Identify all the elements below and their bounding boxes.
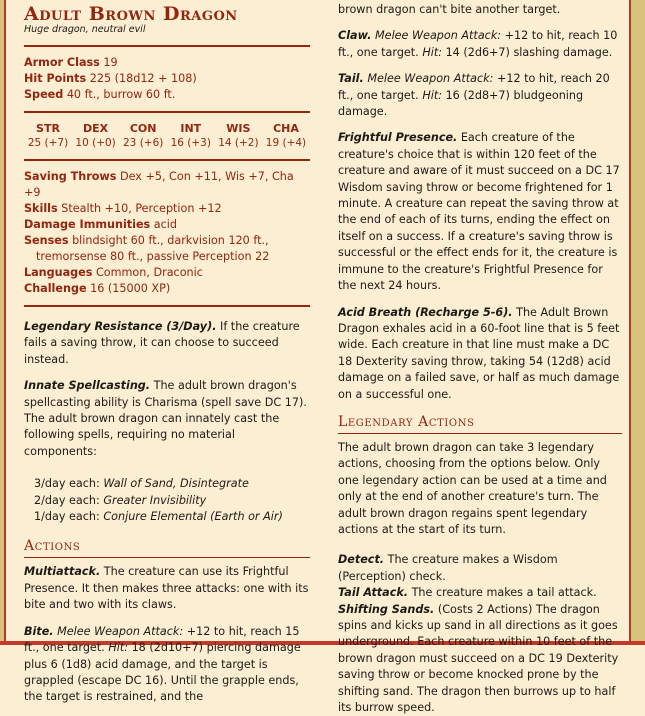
action-frightful-presence: Frightful Presence. Each creature of the creature's choice that is within 120 feet of the creature and aware of it must succeed on a DC 17 Wisdom saving throw or become frightened for 1 minute. A creature can repeat the saving throw at the end of each of its turns, ending the effect on itself on a success. If a creature's saving throw is successful or the effect ends for it, the creature is immune to the creature's Frightful Presence for the next 24 hours.: [338, 131, 620, 293]
right-column: [338, 0, 622, 716]
legendary-tail-attack: Tail Attack. The creature makes a tail attack.: [338, 586, 597, 600]
spell-row: 3/day each: Wall of Sand, Disintegrate: [34, 477, 249, 491]
action-bite: Bite. Melee Weapon Attack: +12 to hit, reach 15 ft., one target. Hit: 18 (2d10+7) piercing damage plus 6 (1d8) acid damage, and the target is grappled (escape DC 16). Until the grapple ends, the target is restrained, and the: [24, 624, 301, 704]
spell-row: 2/day each: Greater Invisibility: [34, 493, 207, 507]
languages: Languages Common, Draconic: [24, 266, 203, 279]
trait-legendary-resistance: Legendary Resistance (3/Day). If the creature fails a saving throw, it can choose to succeed instead.: [24, 320, 300, 366]
action-acid-breath: Acid Breath (Recharge 5-6). The Adult Brown Dragon exhales acid in a 60-foot line that is 5 feet wide. Each creature in that line must make a DC 18 Dexterity saving throw, taking 54 (12d8) acid damage on a failed save, or half as much damage on a successful one.: [338, 305, 620, 401]
monster-title: Adult Brown Dragon: [24, 3, 238, 25]
ability-scores: [24, 121, 310, 151]
divider: [24, 159, 310, 161]
action-claw: Claw. Melee Weapon Attack: +12 to hit, reach 10 ft., one target. Hit: 14 (2d6+7) slashing damage.: [338, 29, 618, 59]
page-frame-right: [629, 0, 645, 645]
challenge: Challenge 16 (15000 XP): [24, 282, 171, 295]
ability-con: CON 23 (+6): [123, 122, 164, 149]
skills: Skills Stealth +10, Perception +12: [24, 202, 222, 215]
legendary-actions-heading: Legendary Actions: [338, 413, 622, 434]
monster-subtitle: Huge dragon, neutral evil: [24, 24, 146, 35]
saving-throws: Saving Throws Dex +5, Con +11, Wis +7, Cha +9: [24, 170, 294, 199]
senses: Senses blindsight 60 ft., darkvision 120 ft., tremorsense 80 ft., passive Perception 22: [24, 234, 270, 263]
legendary-shifting-sands: Shifting Sands. (Costs 2 Actions) The dragon spins and kicks up sand in all directions as it goes underground. Each creature within 10 feet of the brown dragon must succeed on a DC 19 Dexterity saving throw or become knocked prone by the shifting sand. The dragon then burrows up to half its burrow speed.: [338, 602, 619, 715]
speed: Speed 40 ft., burrow 60 ft.: [24, 88, 176, 101]
legendary-intro: The adult brown dragon can take 3 legendary actions, choosing from the options below. Only one legendary action can be used at a time and only at the end of another creature's turn. The adult brown dragon regains spent legendary actions at the start of its turn.: [338, 440, 607, 536]
divider: [24, 305, 310, 307]
page-frame-left: [0, 0, 6, 645]
action-bite-continued: brown dragon can't bite another target.: [338, 3, 561, 16]
action-multiattack: Multiattack. The creature can use its Frightful Presence. It then makes three attacks: one with its bite and two with its claws.: [24, 565, 309, 612]
divider: [24, 45, 310, 47]
action-tail: Tail. Melee Weapon Attack: +12 to hit, reach 20 ft., one target. Hit: 16 (2d8+7) bludgeoning damage.: [338, 72, 610, 119]
trait-innate-spellcasting: Innate Spellcasting. The adult brown dragon's spellcasting ability is Charisma (spell save DC 17). The adult brown dragon can innately cast the following spells, requiring no material components:: [24, 379, 307, 458]
ability-str: STR 25 (+7): [27, 122, 69, 149]
divider: [24, 111, 310, 113]
ability-dex: DEX 10 (+0): [75, 122, 116, 149]
ability-int: INT 16 (+3): [170, 122, 211, 149]
spell-row: 1/day each: Conjure Elemental (Earth or Air): [34, 510, 283, 524]
legendary-detect: Detect. The creature makes a Wisdom (Perception) check.: [338, 553, 558, 583]
ability-wis: WIS 14 (+2): [218, 122, 259, 149]
spell-list: [34, 476, 310, 525]
left-column: [24, 0, 310, 716]
ability-cha: CHA 19 (+4): [265, 122, 307, 149]
actions-heading: Actions: [24, 537, 310, 558]
damage-immunities: Damage Immunities acid: [24, 218, 177, 231]
armor-class: Armor Class 19: [24, 56, 118, 69]
hit-points: Hit Points 225 (18d12 + 108): [24, 72, 197, 85]
